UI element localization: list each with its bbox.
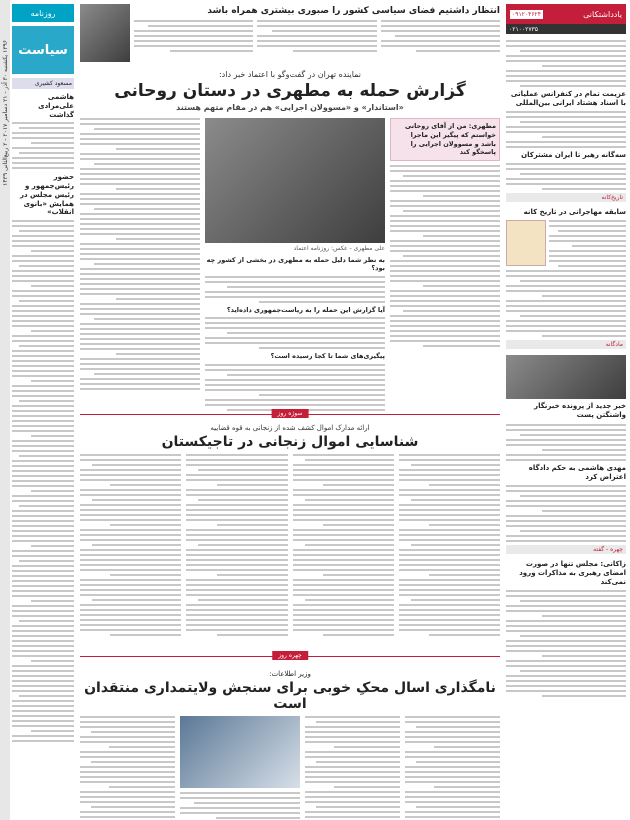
left-title-1: هاشمی علی‌مرادی گذاشت bbox=[38, 93, 74, 119]
right-bar-3: چهره - گفته bbox=[506, 545, 626, 554]
main-article-body bbox=[80, 118, 500, 408]
left-body-1 bbox=[12, 122, 74, 169]
question-2: آیا گزارش این حمله را به ریاست‌جمهوری داده‌اید؟ bbox=[226, 305, 385, 314]
section-label-2: سوژه روز bbox=[272, 409, 309, 418]
right-bar-1: تاریخ‌کانه bbox=[506, 193, 626, 202]
edition-date-strip bbox=[0, 0, 10, 820]
article-2-head bbox=[80, 424, 500, 450]
main-kicker: نماینده تهران در گفت‌وگو با اعتماد خبر داد: bbox=[218, 70, 361, 79]
article-2-kicker: ارائه مدارک اموال کشف شده از زنجانی به قوه قضاییه bbox=[210, 424, 370, 432]
question-1: به نظر شما دلیل حمله به مطهری در بخشی از کشور چه بود؟ bbox=[206, 256, 385, 273]
article-3-title: نامگذاری اسال محکِ خوبی برای سنجش ولایتمداری منتقدان است bbox=[84, 680, 496, 712]
right-title-3: سابقه مهاجرانی در تاریخ کانه bbox=[523, 208, 626, 217]
right-header bbox=[506, 4, 626, 24]
right-title-6: زاکانی: مجلس تنها در صورت امضای رهبری به مذاکرات ورود نمی‌کند bbox=[519, 559, 626, 586]
right-section-4 bbox=[506, 560, 626, 697]
right-photo-1 bbox=[506, 355, 626, 399]
top-banner bbox=[80, 4, 500, 64]
right-section-2 bbox=[506, 208, 626, 337]
right-title-5: مهدی هاشمی به حکم دادگاه اعتراض کرد bbox=[528, 463, 626, 481]
highlight-quote: مطهری: من از آقای روحانی خواستم که پیگیر این ماجرا باشد و مسوولان اجرایی را پاسخگو کند bbox=[390, 118, 500, 161]
right-section-1 bbox=[506, 40, 626, 190]
right-section-3 bbox=[506, 355, 626, 541]
section-bar-2 bbox=[80, 410, 500, 424]
article-3-photo bbox=[180, 716, 300, 788]
right-bar-2: مادگانه bbox=[506, 340, 626, 349]
article-2-title: شناسایی اموال زنجانی در تاجیکستان bbox=[161, 434, 419, 450]
right-phone: ۰۲۱۰۰۲۷۳۵ bbox=[509, 25, 539, 33]
main-title: گزارش حمله به مطهری در دستان روحانی bbox=[114, 81, 466, 101]
article-3-head bbox=[80, 670, 500, 712]
article-3-kicker: وزیر اطلاعات: bbox=[269, 670, 311, 678]
center-area bbox=[80, 4, 500, 816]
main-subtitle: «استاندار» و «مسوولان اجرایی» هم در مقام متهم هستند bbox=[176, 103, 404, 112]
left-column bbox=[12, 4, 74, 816]
section-title: سیاست bbox=[12, 26, 74, 74]
paper-logo: روزنامه bbox=[12, 4, 74, 22]
right-phone-bar bbox=[506, 24, 626, 34]
cartoon-illustration bbox=[506, 220, 546, 266]
article-3-body bbox=[80, 716, 500, 820]
left-title-2: حضور رئیس‌جمهور و رئیس مجلس در همایش «بانوی انقلاب» bbox=[19, 173, 74, 217]
right-title-2: سه‌گانه رهبر تا ایران مشترکان bbox=[521, 151, 626, 160]
right-column bbox=[506, 4, 626, 816]
edition-date: ۱۳۹۶ یکشنبه ۳۰ آذر - ۲۱ دسامبر ۲۰۱۷ - ۲ ربیع‌الثانی ۱۴۳۹ bbox=[2, 40, 9, 186]
left-small-head: مسعود کشیری bbox=[12, 78, 74, 89]
section-bar-3 bbox=[80, 652, 500, 666]
article-2-body bbox=[80, 454, 500, 650]
section-label-3: چهره روز bbox=[272, 651, 308, 660]
right-title-1: عزیمت تمام در کنفرانس عملیاتی با اسناد هشتاد ایرانی بین‌المللی bbox=[510, 90, 626, 108]
top-banner-photo bbox=[80, 4, 130, 62]
left-body-2 bbox=[12, 220, 74, 742]
right-title-4: خبر جدید از پرونده خبرنگار واشنگتن پست bbox=[534, 402, 626, 420]
right-header-title: یادداشتکانی bbox=[583, 9, 622, 19]
right-header-number: ۰۹۱۲۰۴۶۲۴ bbox=[512, 10, 542, 18]
top-headline: انتظار داشتیم فضای سیاسی کشور را صبوری بیشتری همراه باشد bbox=[207, 6, 500, 16]
main-headline-block bbox=[80, 70, 500, 112]
main-photo-caption: علی مطهری - عکس: روزنامه اعتماد bbox=[293, 245, 385, 252]
main-article-photo bbox=[205, 118, 385, 243]
question-3: پیگیری‌های شما تا کجا رسیده است؟ bbox=[270, 352, 385, 361]
